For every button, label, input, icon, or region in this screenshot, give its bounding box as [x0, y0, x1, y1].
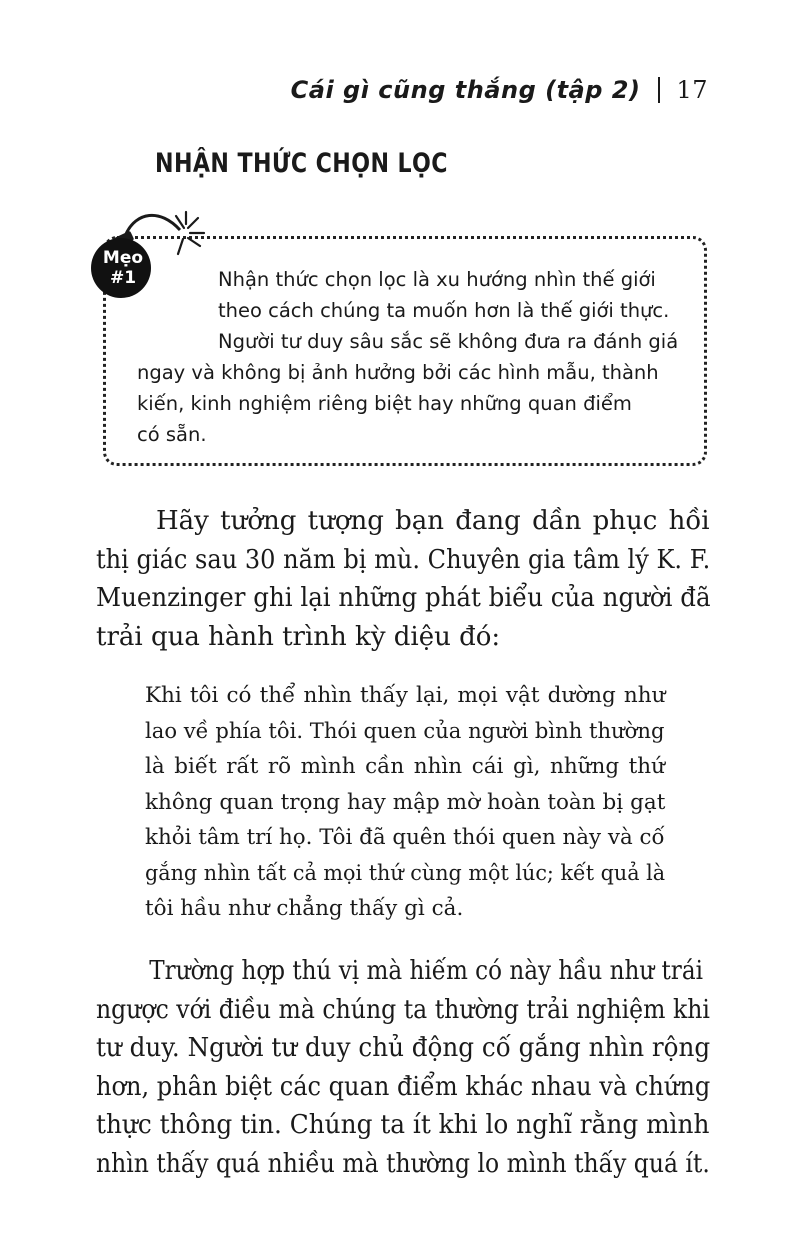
paragraph-line: nhìn thấy quá nhiều mà thường lo mình thấy quá ít.	[96, 1148, 710, 1179]
paragraph-line: thực thông tin. Chúng ta ít khi lo nghĩ rằng mình	[96, 1110, 710, 1140]
quote-line: tôi hầu như chẳng thấy gì cả.	[145, 896, 464, 921]
quote-line: lao về phía tôi. Thói quen của người bình thường	[145, 718, 665, 744]
book-title: Cái gì cũng thắng (tập 2)	[290, 76, 641, 104]
tip-badge-label: Mẹo	[102, 248, 144, 268]
section-title: NHẬN THỨC CHỌN LỌC	[155, 148, 448, 179]
quote-line: Khi tôi có thể nhìn thấy lại, mọi vật dường như	[145, 683, 666, 708]
tip-line: ngay và không bị ảnh hưởng bởi các hình mẫu, thành	[137, 361, 659, 384]
paragraph-line: Muenzinger ghi lại những phát biểu của người đã	[96, 583, 711, 613]
tip-line: kiến, kinh nghiệm riêng biệt hay những quan điểm	[137, 392, 632, 415]
quote-line: không quan trọng hay mập mờ hoàn toàn bị gạt	[145, 789, 666, 815]
tip-line: theo cách chúng ta muốn hơn là thế giới thực.	[218, 299, 670, 322]
page-number: 17	[676, 76, 708, 104]
tip-badge-number: #1	[109, 268, 137, 288]
block-quote	[145, 678, 675, 927]
tip-line: có sẵn.	[137, 423, 207, 446]
paragraph-line: thị giác sau 30 năm bị mù. Chuyên gia tâm lý K. F.	[96, 544, 711, 575]
paragraph-line: ngược với điều mà chúng ta thường trải nghiệm khi	[96, 994, 710, 1025]
tip-line: Người tư duy sâu sắc sẽ không đưa ra đánh giá	[218, 330, 679, 353]
quote-line: khỏi tâm trí họ. Tôi đã quên thói quen này và cố	[145, 825, 665, 850]
paragraph-intro	[96, 502, 710, 656]
quote-line: gắng nhìn tất cả mọi thứ cùng một lúc; kết quả là	[145, 860, 666, 886]
paragraph-conclusion	[96, 952, 710, 1183]
tip-line: Nhận thức chọn lọc là xu hướng nhìn thế giới	[218, 268, 656, 291]
header-divider	[658, 77, 660, 103]
quote-line: là biết rất rõ mình cần nhìn cái gì, những thứ	[145, 754, 665, 779]
paragraph-line: tư duy. Người tư duy chủ động cố gắng nhìn rộng	[96, 1033, 711, 1063]
paragraph-line: hơn, phân biệt các quan điểm khác nhau và chứng	[96, 1071, 711, 1102]
tip-badge	[97, 248, 149, 288]
paragraph-line: trải qua hành trình kỳ diệu đó:	[96, 621, 501, 652]
paragraph-line: Hãy tưởng tượng bạn đang dần phục hồi	[156, 506, 710, 536]
paragraph-line: Trường hợp thú vị mà hiếm có này hầu như trái	[149, 956, 704, 986]
running-header	[291, 76, 708, 104]
